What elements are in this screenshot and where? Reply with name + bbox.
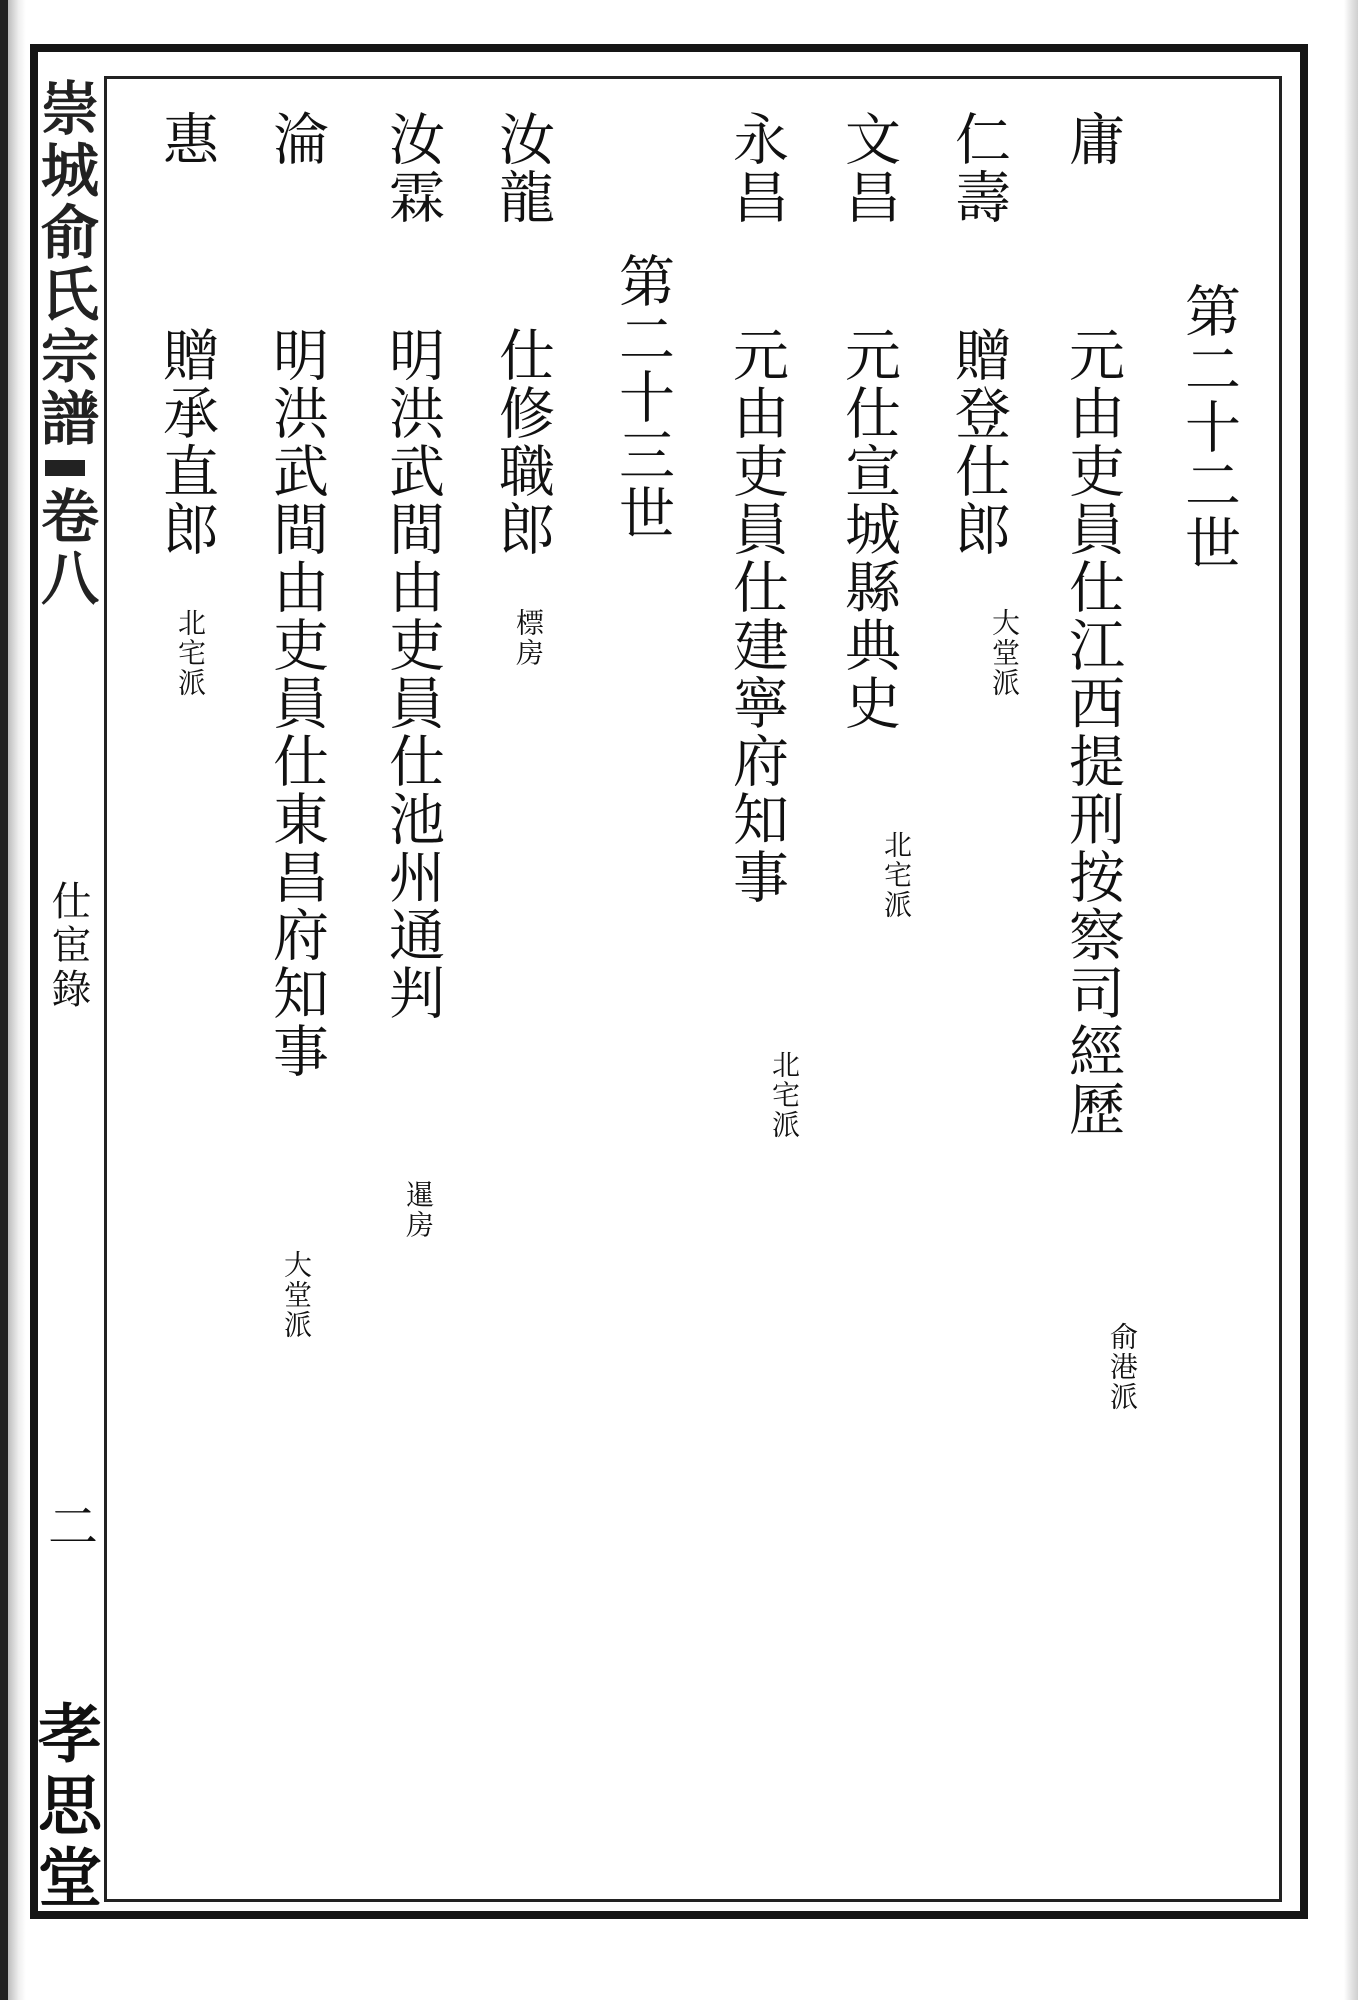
branch-note: 大堂派 (280, 1250, 313, 1340)
person-career: 元仕宣城縣典史 (836, 326, 901, 732)
branch-note: 北宅派 (880, 830, 913, 920)
person-name: 仁壽 (946, 110, 1011, 226)
page-edge-right (1344, 0, 1358, 2000)
volume-label: 卷八 (31, 486, 99, 610)
person-name: 惠 (154, 110, 219, 168)
person-name: 文昌 (836, 110, 901, 226)
section-label: 仕宦錄 (45, 880, 91, 1012)
branch-note: 標房 (512, 608, 545, 668)
fish-tail-mark (45, 460, 85, 476)
person-career: 贈登仕郎 (946, 326, 1011, 558)
person-name: 庸 (1060, 110, 1125, 168)
branch-note: 北宅派 (174, 608, 207, 698)
generation-heading: 第二十二世 (1176, 282, 1241, 572)
book-title-margin (31, 78, 99, 610)
branch-note: 大堂派 (988, 608, 1021, 698)
person-career: 元由吏員仕建寧府知事 (724, 326, 789, 906)
page-number: 二 (40, 1500, 98, 1552)
person-name: 淪 (264, 110, 329, 168)
person-career: 明洪武間由吏員仕池州通判 (380, 326, 445, 1022)
binding-edge (0, 0, 8, 2000)
branch-note: 北宅派 (768, 1050, 801, 1140)
branch-note: 俞港派 (1106, 1322, 1139, 1412)
generation-heading: 第二十三世 (610, 252, 675, 542)
person-career: 仕修職郎 (490, 326, 555, 558)
person-name: 汝龍 (490, 110, 555, 226)
person-name: 永昌 (724, 110, 789, 226)
person-career: 明洪武間由吏員仕東昌府知事 (264, 326, 329, 1080)
person-career: 元由吏員仕江西提刑按察司經歷 (1060, 326, 1125, 1138)
person-name: 汝霖 (380, 110, 445, 226)
binding-shadow (8, 0, 26, 2000)
hall-name: 孝思堂 (27, 1700, 102, 1916)
person-career: 贈承直郎 (154, 326, 219, 558)
book-title: 崇城俞氏宗譜 (31, 78, 99, 450)
branch-note: 暹房 (402, 1180, 435, 1240)
